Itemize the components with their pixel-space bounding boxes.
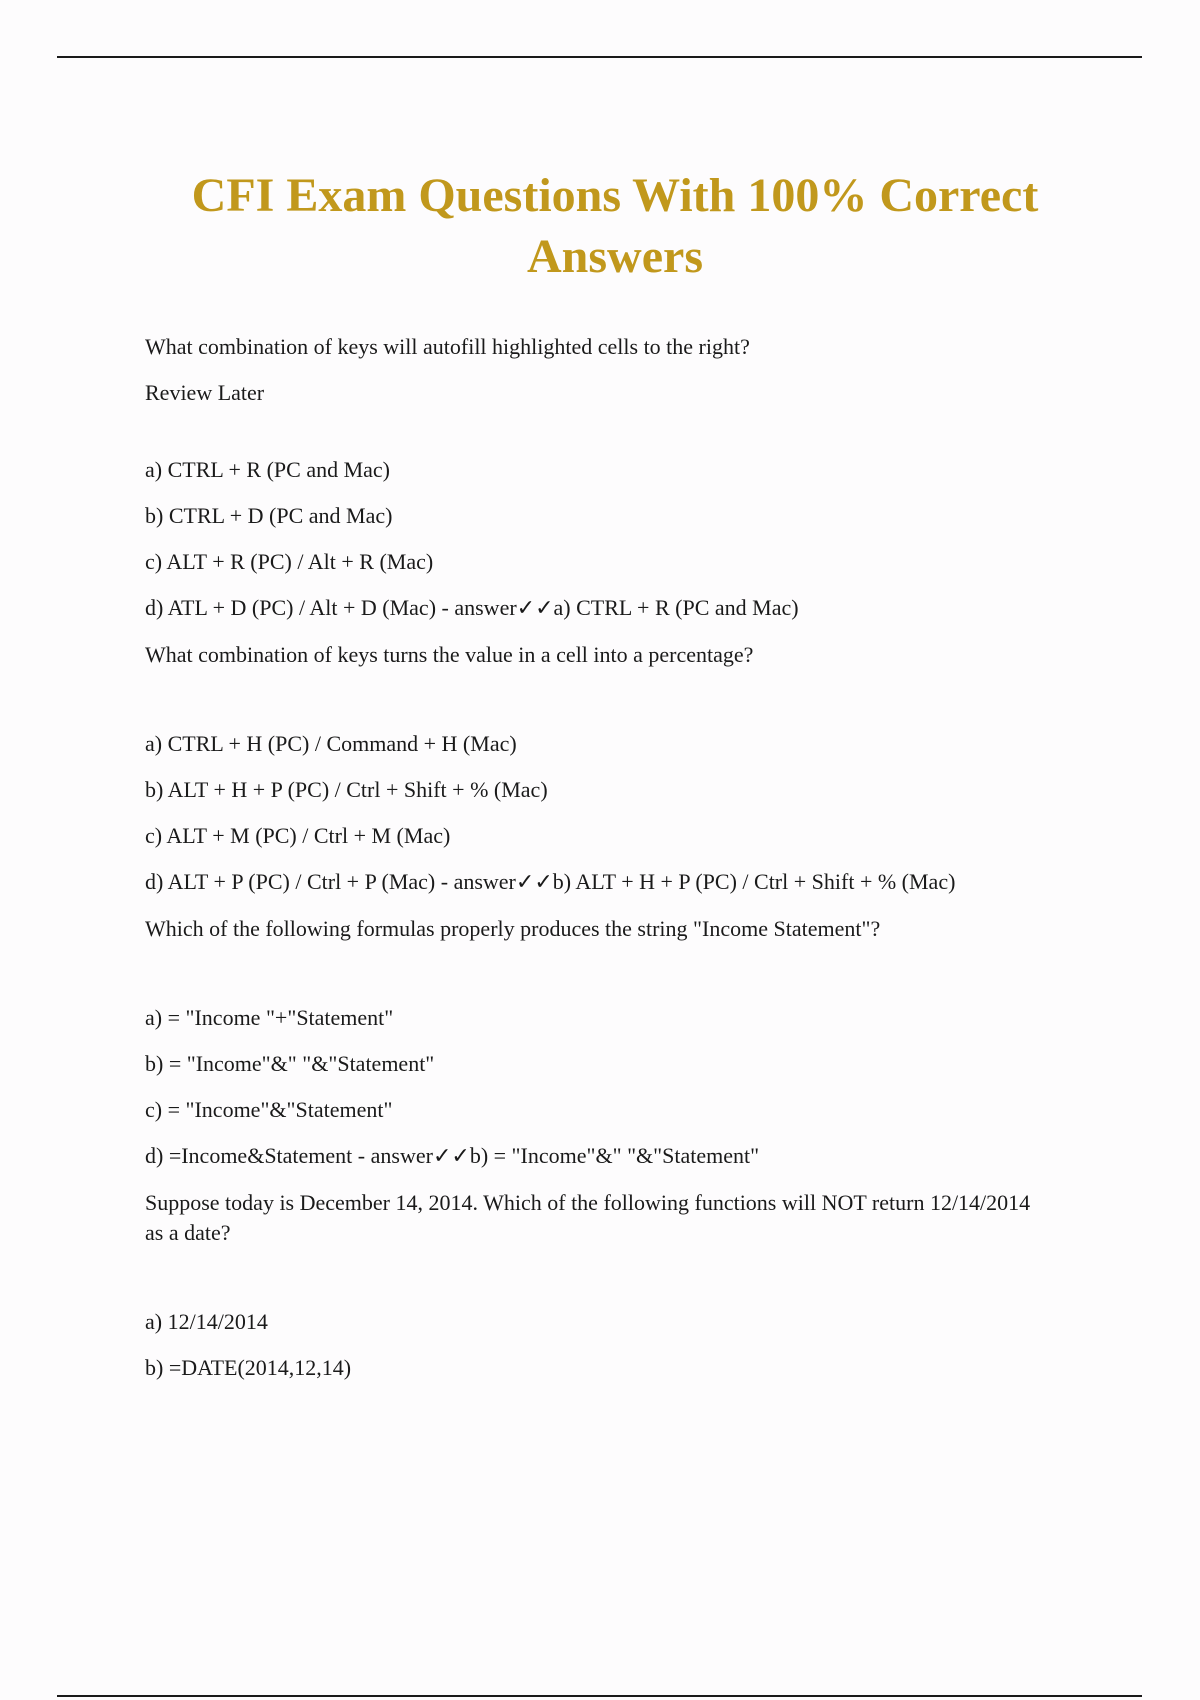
q3-option-a: a) = "Income "+"Statement" xyxy=(145,1005,394,1030)
question-1: What combination of keys will autofill highlighted cells to the right? xyxy=(145,334,750,359)
q3-answer: b) = "Income"&" "&"Statement" xyxy=(469,1143,760,1168)
q3-option-b: b) = "Income"&" "&"Statement" xyxy=(145,1051,435,1076)
checkmark-icon: ✓✓ xyxy=(516,596,554,621)
q2-answer: b) ALT + H + P (PC) / Ctrl + Shift + % (Mac) xyxy=(552,869,956,894)
bottom-rule xyxy=(57,1695,1142,1697)
q1-option-d: d) ATL + D (PC) / Alt + D (Mac) - answer xyxy=(145,595,517,620)
checkmark-icon: ✓✓ xyxy=(515,870,553,895)
spacer xyxy=(145,686,1045,729)
q3-option-c: c) = "Income"&"Statement" xyxy=(145,1097,393,1122)
top-rule xyxy=(57,56,1142,58)
q1-option-b: b) CTRL + D (PC and Mac) xyxy=(145,503,393,528)
spacer xyxy=(145,1264,1045,1307)
q2-option-b: b) ALT + H + P (PC) / Ctrl + Shift + % (Mac) xyxy=(145,777,548,802)
checkmark-icon: ✓✓ xyxy=(432,1144,470,1169)
document-title: CFI Exam Questions With 100% Correct Answers xyxy=(191,169,1039,283)
spacer xyxy=(145,960,1045,1003)
q3-option-d: d) =Income&Statement - answer xyxy=(145,1143,433,1168)
q1-option-d-with-answer xyxy=(145,593,1045,624)
review-later-note: Review Later xyxy=(145,380,265,405)
q2-option-a: a) CTRL + H (PC) / Command + H (Mac) xyxy=(145,731,517,756)
question-2: What combination of keys turns the value in a cell into a percentage? xyxy=(145,642,754,667)
q3-option-d-with-answer xyxy=(145,1141,1045,1172)
question-4: Suppose today is December 14, 2014. Which of the following functions will NOT return 12/14/2014 as a date? xyxy=(145,1190,1036,1245)
question-3: Which of the following formulas properly produces the string "Income Statement"? xyxy=(145,916,881,941)
q1-option-c: c) ALT + R (PC) / Alt + R (Mac) xyxy=(145,549,434,574)
q1-option-a: a) CTRL + R (PC and Mac) xyxy=(145,457,390,482)
q1-answer: a) CTRL + R (PC and Mac) xyxy=(553,595,799,620)
spacer xyxy=(145,424,1045,455)
q4-option-a: a) 12/14/2014 xyxy=(145,1309,268,1334)
q2-option-d-with-answer xyxy=(145,867,1045,898)
q2-option-d: d) ALT + P (PC) / Ctrl + P (Mac) - answer xyxy=(145,869,516,894)
q4-option-b: b) =DATE(2014,12,14) xyxy=(145,1355,352,1380)
q2-option-c: c) ALT + M (PC) / Ctrl + M (Mac) xyxy=(145,823,451,848)
document-body xyxy=(145,332,1045,1399)
